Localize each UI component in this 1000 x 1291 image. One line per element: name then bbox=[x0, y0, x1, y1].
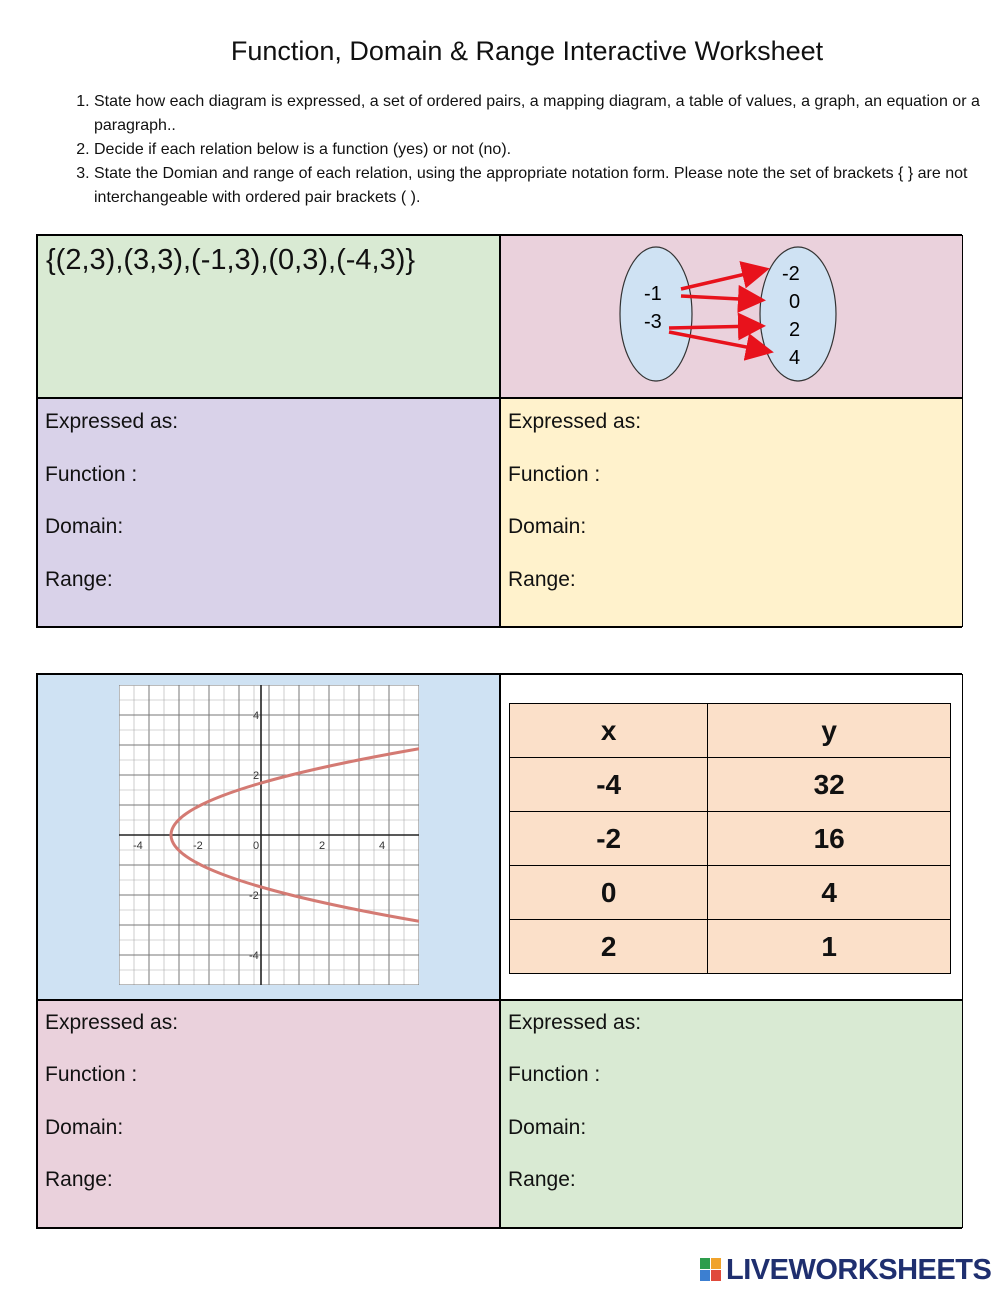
function-label: Function : bbox=[45, 463, 138, 486]
function-label: Function : bbox=[508, 463, 601, 486]
relations-block-2 bbox=[36, 673, 962, 1229]
expressed-as-label: Expressed as: bbox=[508, 1011, 642, 1034]
domain-label: Domain: bbox=[508, 1116, 587, 1139]
instruction-item: 2. Decide if each relation below is a function (yes) or not (no). bbox=[94, 138, 994, 162]
answer-panel-2[interactable] bbox=[500, 398, 963, 627]
values-table bbox=[509, 703, 951, 974]
expressed-as-label: Expressed as: bbox=[45, 1011, 179, 1034]
function-label: Function : bbox=[45, 1063, 138, 1086]
table-cell: -2 bbox=[510, 812, 708, 866]
logo-text: LIVEWORKSHEETS bbox=[726, 1253, 992, 1286]
expressed-as-label: Expressed as: bbox=[45, 410, 179, 433]
table-header-y: y bbox=[708, 704, 951, 758]
domain-value: -1 bbox=[644, 283, 662, 305]
domain-value: -3 bbox=[644, 311, 662, 333]
x-tick-label: 4 bbox=[379, 840, 386, 852]
table-cell: 1 bbox=[708, 920, 951, 974]
y-tick-label: -2 bbox=[249, 890, 259, 902]
table-cell: 16 bbox=[708, 812, 951, 866]
mapping-arrow bbox=[681, 296, 759, 300]
y-tick-label: 2 bbox=[253, 770, 260, 782]
instructions-list bbox=[58, 90, 994, 210]
answer-panel-4[interactable] bbox=[500, 1000, 963, 1228]
mapping-diagram-panel bbox=[500, 235, 963, 398]
function-label: Function : bbox=[508, 1063, 601, 1086]
range-value: 4 bbox=[789, 347, 801, 369]
range-value: 0 bbox=[789, 291, 801, 313]
x-tick-label: 2 bbox=[319, 840, 326, 852]
range-label: Range: bbox=[508, 1168, 576, 1191]
instruction-item: 1. State how each diagram is expressed, a set of ordered pairs, a mapping diagram, a table of values, a graph, an equation or a paragraph.. bbox=[94, 90, 994, 138]
range-label: Range: bbox=[45, 568, 113, 591]
range-label: Range: bbox=[45, 1168, 113, 1191]
table-cell: 32 bbox=[708, 758, 951, 812]
logo-blocks-icon bbox=[700, 1258, 722, 1282]
instruction-item: 3. State the Domian and range of each relation, using the appropriate notation form. Please note the set of brackets { } are not interchangeable with ordered pair brackets ( ). bbox=[94, 162, 994, 210]
table-row bbox=[510, 812, 951, 866]
x-tick-label: 0 bbox=[253, 840, 260, 852]
worksheet-title: Function, Domain & Range Interactive Worksheet bbox=[230, 36, 824, 66]
ordered-pairs-panel bbox=[37, 235, 500, 398]
range-value: 2 bbox=[789, 319, 801, 341]
table-cell: 0 bbox=[510, 866, 708, 920]
table-header-x: x bbox=[510, 704, 708, 758]
x-tick-label: -2 bbox=[193, 840, 203, 852]
liveworksheets-logo bbox=[700, 1254, 991, 1286]
expressed-as-label: Expressed as: bbox=[508, 410, 642, 433]
y-tick-label: 4 bbox=[253, 710, 260, 722]
domain-label: Domain: bbox=[508, 515, 587, 538]
ordered-pairs-set: {(2,3),(3,3),(-1,3),(0,3),(-4,3)} bbox=[46, 244, 416, 276]
table-row bbox=[510, 758, 951, 812]
domain-label: Domain: bbox=[45, 1116, 124, 1139]
table-row bbox=[510, 920, 951, 974]
mapping-arrow bbox=[681, 270, 763, 289]
table-header-row bbox=[510, 704, 951, 758]
relation-graph bbox=[119, 685, 419, 985]
answer-panel-3[interactable] bbox=[37, 1000, 500, 1228]
table-cell: 2 bbox=[510, 920, 708, 974]
table-cell: 4 bbox=[708, 866, 951, 920]
range-value: -2 bbox=[782, 263, 800, 285]
table-row bbox=[510, 866, 951, 920]
y-tick-label: -4 bbox=[249, 950, 259, 962]
relations-block-1 bbox=[36, 234, 962, 628]
domain-label: Domain: bbox=[45, 515, 124, 538]
x-tick-label: -4 bbox=[133, 840, 143, 852]
mapping-diagram bbox=[501, 236, 962, 397]
answer-panel-1[interactable] bbox=[37, 398, 500, 627]
graph-panel bbox=[37, 674, 500, 1000]
table-panel bbox=[500, 674, 963, 1000]
mapping-arrow bbox=[669, 326, 759, 328]
table-cell: -4 bbox=[510, 758, 708, 812]
range-label: Range: bbox=[508, 568, 576, 591]
